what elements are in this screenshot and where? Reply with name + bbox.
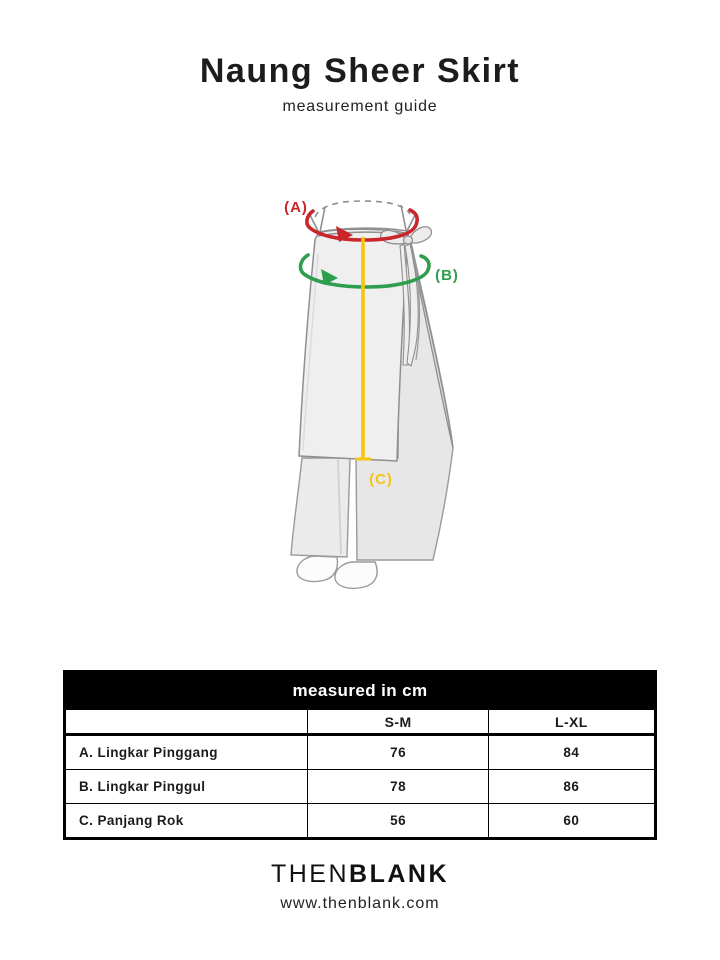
- size-table: [63, 670, 657, 840]
- brand-blank: BLANK: [349, 860, 450, 888]
- measurement-value-sm: 76: [308, 735, 488, 770]
- table-row-hip: [65, 770, 656, 804]
- footer: [0, 860, 720, 913]
- waist-rim-dashed: [315, 201, 410, 217]
- label-c: (C): [369, 471, 393, 488]
- size-header-spacer: [65, 710, 308, 735]
- page-subtitle: measurement guide: [282, 98, 438, 115]
- size-header-row: [65, 710, 656, 735]
- table-title: measured in cm: [65, 672, 656, 710]
- table-row-waist: [65, 735, 656, 770]
- label-a: (A): [284, 199, 308, 216]
- skirt-front-panel: [299, 229, 408, 461]
- skirt-diagram-svg: [240, 170, 500, 610]
- brand-then: THEN: [270, 860, 350, 888]
- left-strap: [320, 207, 325, 232]
- measurement-value-sm: 78: [308, 770, 488, 804]
- skirt-illustration: [240, 170, 500, 610]
- bow-knot: [404, 236, 413, 244]
- measurement-label: B. Lingkar Pinggul: [65, 770, 308, 804]
- measurement-value-lxl: 86: [488, 770, 655, 804]
- right-strap: [401, 205, 406, 230]
- size-column-sm: S-M: [308, 710, 488, 735]
- header: [0, 52, 720, 116]
- measurement-value-lxl: 60: [488, 804, 655, 839]
- measurement-value-lxl: 84: [488, 735, 655, 770]
- label-b: (B): [435, 267, 459, 284]
- table-row-length: [65, 804, 656, 839]
- brand-logo: [0, 860, 720, 889]
- measurement-value-sm: 56: [308, 804, 488, 839]
- right-foot: [335, 562, 377, 588]
- page-title: Naung Sheer Skirt: [199, 52, 521, 90]
- measurement-label: C. Panjang Rok: [65, 804, 308, 839]
- left-foot: [297, 556, 338, 582]
- brand-website: www.thenblank.com: [280, 895, 440, 912]
- measurement-label: A. Lingkar Pinggang: [65, 735, 308, 770]
- size-column-lxl: L-XL: [488, 710, 655, 735]
- size-table-section: [63, 670, 657, 840]
